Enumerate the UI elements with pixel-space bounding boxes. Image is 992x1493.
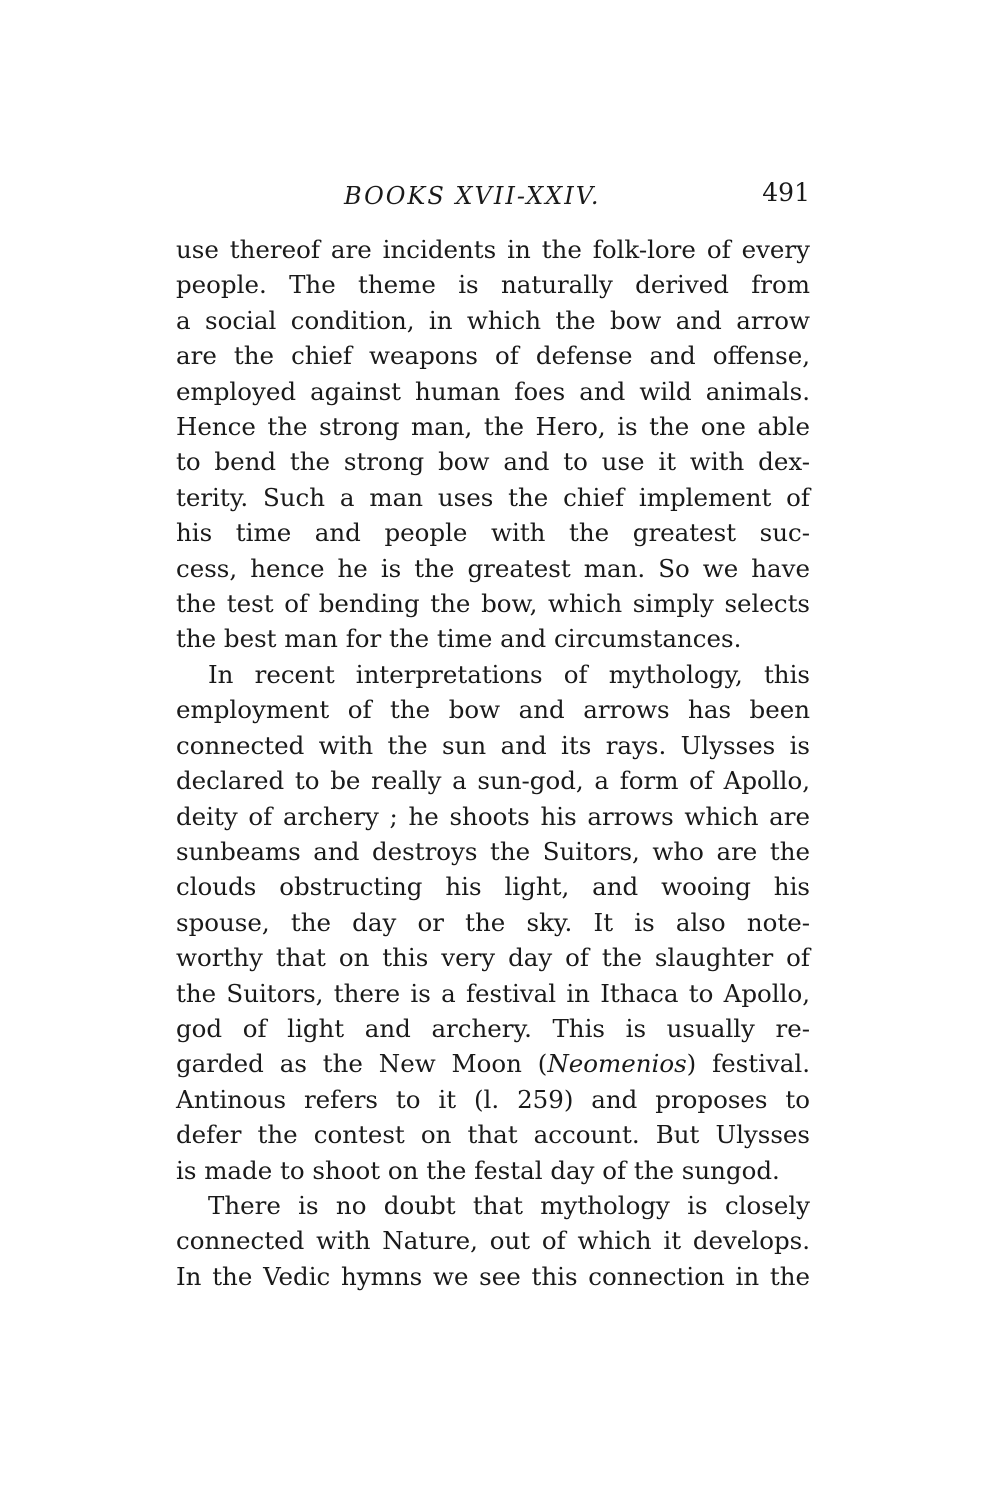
text-line: connected with Nature, out of which it develops.	[176, 1226, 810, 1256]
text-line: people. The theme is naturally derived from	[176, 270, 810, 300]
running-title: BOOKS XVII-XXIV.	[344, 182, 601, 210]
text-line: deity of archery ; he shoots his arrows which are	[176, 801, 810, 831]
text-line: declared to be really a sun-god, a form of Apollo,	[176, 766, 810, 796]
body-text	[176, 232, 810, 1294]
text-line: worthy that on this very day of the slaughter of	[176, 943, 810, 973]
page-number: 491	[762, 178, 810, 207]
text-line: cess, hence he is the greatest man. So we have	[176, 553, 810, 583]
paragraph	[176, 232, 810, 657]
text-run: ) festival.	[686, 1049, 810, 1079]
text-line: employment of the bow and arrows has been	[176, 695, 810, 725]
text-line: defer the contest on that account. But Ulysses	[176, 1120, 810, 1150]
text-line: connected with the sun and its rays. Ulysses is	[176, 730, 810, 760]
text-line: employed against human foes and wild animals.	[176, 376, 810, 406]
text-line: spouse, the day or the sky. It is also note-	[176, 907, 810, 937]
text-line: the best man for the time and circumstances.	[176, 624, 742, 654]
text-line: There is no doubt that mythology is closely	[208, 1190, 810, 1220]
text-line: Hence the strong man, the Hero, is the one able	[176, 412, 810, 442]
text-line: sunbeams and destroys the Suitors, who are the	[176, 836, 810, 866]
text-line: clouds obstructing his light, and wooing his	[176, 872, 810, 902]
text-line: terity. Such a man uses the chief implement of	[176, 482, 810, 512]
book-page	[176, 178, 810, 1294]
paragraph	[176, 657, 810, 1188]
text-line: are the chief weapons of defense and offense,	[176, 341, 810, 371]
text-line: Antinous refers to it (l. 259) and proposes to	[176, 1084, 810, 1114]
paragraph	[176, 1188, 810, 1294]
text-line: use thereof are incidents in the folk-lore of every	[176, 235, 810, 264]
text-line: a social condition, in which the bow and arrow	[176, 305, 810, 335]
text-line: In the Vedic hymns we see this connection in the	[176, 1261, 810, 1291]
text-line: the test of bending the bow, which simply selects	[176, 589, 810, 619]
text-line: In recent interpretations of mythology, this	[208, 659, 810, 689]
italic-term: Neomenios	[547, 1049, 687, 1079]
text-line: to bend the strong bow and to use it with dex-	[176, 447, 810, 477]
running-head	[176, 178, 810, 218]
text-line	[176, 1046, 810, 1081]
text-line: his time and people with the greatest suc-	[176, 518, 810, 548]
text-run: garded as the New Moon (	[176, 1049, 548, 1079]
text-line: god of light and archery. This is usually re-	[176, 1013, 810, 1043]
text-line: is made to shoot on the festal day of the sungod.	[176, 1155, 780, 1185]
text-line: the Suitors, there is a festival in Ithaca to Apollo,	[176, 978, 810, 1008]
